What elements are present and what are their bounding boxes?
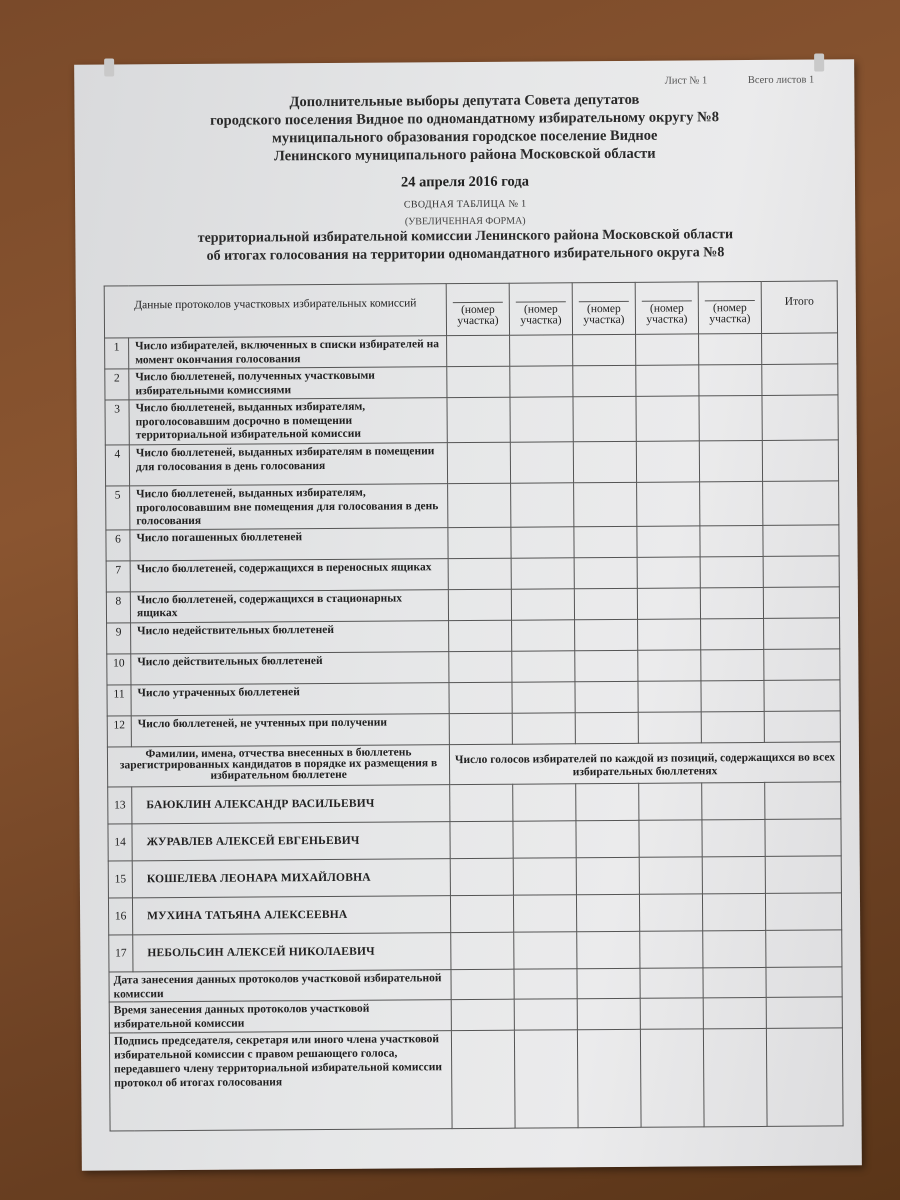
table-row: [105, 440, 838, 486]
data-cell: [511, 526, 574, 557]
row-label: Число утраченных бюллетеней: [131, 682, 449, 715]
precinct-number-label: (номер участка): [583, 302, 625, 327]
total-column-header: Итого: [761, 281, 837, 334]
data-cell: [764, 648, 840, 680]
data-cell: [699, 440, 762, 481]
data-cell: [450, 821, 513, 858]
document-header: [74, 89, 855, 265]
data-cell: [510, 366, 573, 397]
title-line: Ленинского муниципального района Московской области: [273, 145, 656, 165]
row-number: 9: [107, 622, 131, 653]
title-line: муниципального образования городское поселение Видное: [271, 127, 658, 147]
candidate-number: 15: [108, 860, 132, 897]
precinct-column-header: [446, 283, 509, 335]
data-cell: [638, 680, 701, 711]
data-cell: [574, 557, 637, 588]
data-cell: [513, 894, 576, 931]
data-cell: [766, 929, 842, 967]
candidate-name: КОШЕЛЕВА ЛЕОНАРА МИХАЙЛОВНА: [132, 858, 450, 897]
data-cell: [510, 397, 573, 442]
data-cell: [514, 968, 577, 998]
data-cell: [762, 440, 838, 482]
candidate-row: [108, 855, 841, 897]
votes-header: Число голосов избирателей по каждой из позиций, содержащихся во всех избирательных бюллетенях: [449, 741, 840, 784]
data-cell: [573, 396, 636, 441]
data-cell: [764, 617, 840, 649]
data-cell: [637, 525, 700, 556]
data-cell: [765, 781, 841, 819]
data-cell: [577, 1029, 641, 1127]
data-cell: [638, 711, 701, 742]
data-cell: [447, 397, 510, 442]
data-cell: [703, 930, 766, 967]
data-cell: [449, 713, 512, 744]
row-number: 7: [106, 560, 130, 591]
data-cell: [701, 680, 764, 711]
candidate-number: 17: [109, 934, 133, 971]
data-cell: [702, 856, 765, 893]
table-row: [106, 555, 839, 591]
data-cell: [575, 619, 638, 650]
data-cell: [766, 966, 842, 997]
data-cell: [512, 681, 575, 712]
data-cell: [574, 482, 637, 526]
table-name: СВОДНАЯ ТАБЛИЦА № 1: [403, 198, 527, 211]
data-cell: [511, 483, 574, 527]
row-label: Число бюллетеней, содержащихся в переносных ящиках: [130, 558, 448, 591]
data-cell: [703, 997, 766, 1028]
row-number: 11: [107, 684, 131, 715]
row-label: Число погашенных бюллетеней: [130, 527, 448, 560]
data-cell: [573, 334, 636, 365]
summary-table: [104, 280, 844, 1131]
data-cell: [762, 364, 838, 396]
precinct-column-header: [572, 282, 635, 334]
candidate-row: [108, 892, 841, 934]
footer-label: Время занесения данных протоколов участковой избирательной комиссии: [109, 999, 451, 1032]
data-cell: [514, 1029, 578, 1127]
row-label: Число бюллетеней, не учтенных при получении: [131, 713, 449, 746]
data-cell: [700, 525, 763, 556]
data-cell: [765, 855, 841, 893]
blank-line: [642, 300, 692, 301]
data-cell: [448, 558, 511, 589]
data-cell: [513, 820, 576, 857]
data-cell: [451, 999, 514, 1030]
candidate-name: БАЮКЛИН АЛЕКСАНДР ВАСИЛЬЕВИЧ: [132, 784, 450, 823]
candidates-header: Фамилии, имена, отчества внесенных в бюллетень зарегистрированных кандидатов в порядке их размещения в избирательном бюллетене: [107, 744, 449, 786]
data-cell: [764, 710, 840, 742]
footer-row: [109, 1027, 843, 1130]
data-cell: [448, 589, 511, 620]
data-cell: [576, 857, 639, 894]
table-row: [105, 333, 838, 369]
candidate-name: ЖУРАВЛЕВ АЛЕКСЕЙ ЕВГЕНЬЕВИЧ: [132, 821, 450, 860]
data-cell: [699, 333, 762, 364]
data-cell: [701, 711, 764, 742]
table-row: [107, 710, 840, 746]
row-number: 10: [107, 653, 131, 684]
data-cell: [577, 998, 640, 1029]
data-cell: [702, 782, 765, 819]
data-cell: [512, 712, 575, 743]
data-cell: [638, 618, 701, 649]
data-cell: [703, 967, 766, 997]
data-cell: [512, 619, 575, 650]
data-cell: [636, 334, 699, 365]
table-row: [106, 586, 839, 622]
table-row: [105, 395, 838, 445]
row-number: 8: [106, 591, 130, 622]
row-number: 6: [106, 529, 130, 560]
data-cell: [448, 483, 511, 527]
data-cell: [575, 681, 638, 712]
data-cell: [636, 365, 699, 396]
data-cell: [765, 892, 841, 930]
candidate-name: НЕБОЛЬСИН АЛЕКСЕЙ НИКОЛАЕВИЧ: [133, 932, 451, 971]
data-cell: [765, 818, 841, 856]
row-label: Число избирателей, включенных в списки избирателей на момент окончания голосования: [129, 336, 447, 369]
row-label: Число бюллетеней, содержащихся в стационарных ящиках: [130, 589, 448, 622]
candidate-number: 16: [108, 897, 132, 934]
row-number: 1: [105, 338, 129, 369]
data-cell: [447, 335, 510, 366]
data-cell: [700, 481, 763, 525]
data-cell: [699, 395, 762, 440]
data-cell: [450, 784, 513, 821]
data-cell: [639, 856, 702, 893]
data-cell: [576, 894, 639, 931]
data-cell: [700, 556, 763, 587]
data-cell: [703, 1028, 767, 1126]
data-cell: [701, 649, 764, 680]
precinct-column-header: [635, 282, 698, 334]
table-row: [106, 481, 839, 530]
title-line: Дополнительные выборы депутата Совета депутатов: [289, 91, 640, 111]
data-cell: [573, 365, 636, 396]
data-cell: [639, 819, 702, 856]
row-label: Число бюллетеней, выданных избирателям, проголосовавшим вне помещения для голосования в день голосования: [130, 484, 448, 530]
data-cell: [577, 931, 640, 968]
data-cell: [449, 620, 512, 651]
table-row: [107, 648, 840, 684]
data-cell: [636, 396, 699, 441]
data-cell: [639, 893, 702, 930]
election-date: 24 апреля 2016 года: [400, 173, 529, 191]
sheet-number: Лист № 1: [664, 75, 708, 87]
data-cell: [699, 364, 762, 395]
data-cell: [447, 366, 510, 397]
row-label: Число бюллетеней, выданных избирателям, проголосовавшим досрочно в помещении территориальной избирательной комиссии: [129, 398, 447, 445]
data-cell: [577, 968, 640, 998]
data-cell: [640, 1028, 704, 1126]
data-cell: [637, 482, 700, 526]
blank-line: [579, 301, 629, 302]
footer-label: Дата занесения данных протоколов участковой избирательной комиссии: [109, 969, 451, 1001]
data-cell: [640, 997, 703, 1028]
data-cell: [451, 1030, 515, 1128]
blank-line: [453, 302, 503, 303]
row-number: 12: [107, 715, 131, 746]
blank-line: [516, 301, 566, 302]
row-number: 2: [105, 369, 129, 400]
row-number: 5: [106, 486, 130, 530]
data-cell: [450, 895, 513, 932]
data-cell: [451, 932, 514, 969]
protocol-data-header: Данные протоколов участковых избирательных комиссий: [104, 284, 446, 338]
row-number: 3: [105, 400, 129, 445]
table-row: [107, 679, 840, 715]
data-cell: [766, 1027, 843, 1126]
data-cell: [637, 587, 700, 618]
row-label: Число действительных бюллетеней: [131, 651, 449, 684]
sheet-meta: [627, 75, 815, 87]
precinct-number-label: (номер участка): [646, 302, 688, 326]
data-cell: [763, 524, 839, 556]
data-cell: [447, 442, 510, 483]
row-label: Число бюллетеней, полученных участковыми избирательными комиссиями: [129, 367, 447, 400]
data-cell: [764, 679, 840, 711]
data-cell: [512, 650, 575, 681]
table-header-row: [104, 281, 837, 338]
candidate-row: [109, 929, 842, 971]
data-cell: [700, 587, 763, 618]
candidate-row: [108, 781, 841, 823]
candidates-header-row: [107, 741, 840, 786]
precinct-column-header: [698, 281, 761, 333]
data-cell: [513, 857, 576, 894]
data-cell: [702, 893, 765, 930]
candidate-name: МУХИНА ТАТЬЯНА АЛЕКСЕЕВНА: [132, 895, 450, 934]
data-cell: [763, 586, 839, 618]
data-cell: [636, 441, 699, 482]
table-row: [106, 524, 839, 560]
data-cell: [449, 651, 512, 682]
pin-right: [814, 54, 824, 72]
precinct-number-label: (номер участка): [520, 303, 562, 327]
precinct-number-label: (номер участка): [457, 303, 499, 328]
data-cell: [637, 556, 700, 587]
sheet-total: Всего листов 1: [747, 74, 815, 87]
data-cell: [514, 998, 577, 1029]
data-cell: [510, 335, 573, 366]
footer-label: Подпись председателя, секретаря или иного члена участковой избирательной комиссии с правом решающего голоса, передавшего члену территориальной избирательной комиссии протокол об итогах голосования: [109, 1030, 452, 1130]
subtitle-line: территориальной избирательной комиссии Ленинского района Московской области: [197, 227, 734, 246]
pin-left: [104, 58, 114, 76]
data-cell: [575, 712, 638, 743]
precinct-column-header: [509, 283, 572, 335]
data-cell: [575, 650, 638, 681]
data-cell: [510, 442, 573, 483]
data-cell: [763, 555, 839, 587]
data-cell: [702, 819, 765, 856]
data-cell: [701, 618, 764, 649]
data-cell: [448, 527, 511, 558]
data-cell: [574, 588, 637, 619]
blank-line: [705, 300, 755, 301]
data-cell: [762, 333, 838, 365]
row-label: Число недействительных бюллетеней: [131, 620, 449, 653]
row-number: 4: [105, 445, 129, 486]
data-cell: [451, 969, 514, 999]
data-cell: [766, 996, 842, 1028]
data-cell: [449, 682, 512, 713]
data-cell: [763, 481, 839, 525]
data-cell: [573, 441, 636, 482]
data-cell: [514, 931, 577, 968]
row-label: Число бюллетеней, выданных избирателям в помещении для голосования в день голосования: [129, 443, 447, 486]
table-row: [105, 364, 838, 400]
table-row: [107, 617, 840, 653]
candidate-row: [108, 818, 841, 860]
data-cell: [639, 782, 702, 819]
data-cell: [513, 783, 576, 820]
footer-row: [109, 996, 842, 1032]
form-note: (УВЕЛИЧЕННАЯ ФОРМА): [404, 215, 526, 228]
subtitle-line: об итогах голосования на территории одномандатного избирательного округа №8: [206, 245, 725, 264]
data-cell: [576, 783, 639, 820]
data-cell: [450, 858, 513, 895]
data-cell: [640, 930, 703, 967]
candidate-number: 13: [108, 786, 132, 823]
data-cell: [574, 526, 637, 557]
precinct-number-label: (номер участка): [709, 302, 751, 326]
data-cell: [762, 395, 838, 441]
data-cell: [511, 588, 574, 619]
data-cell: [511, 557, 574, 588]
paper-sheet: [74, 59, 862, 1170]
data-cell: [576, 820, 639, 857]
title-line: городского поселения Видное по одномандатному избирательному округу №8: [210, 109, 719, 129]
data-cell: [638, 649, 701, 680]
candidate-number: 14: [108, 823, 132, 860]
data-cell: [640, 967, 703, 997]
